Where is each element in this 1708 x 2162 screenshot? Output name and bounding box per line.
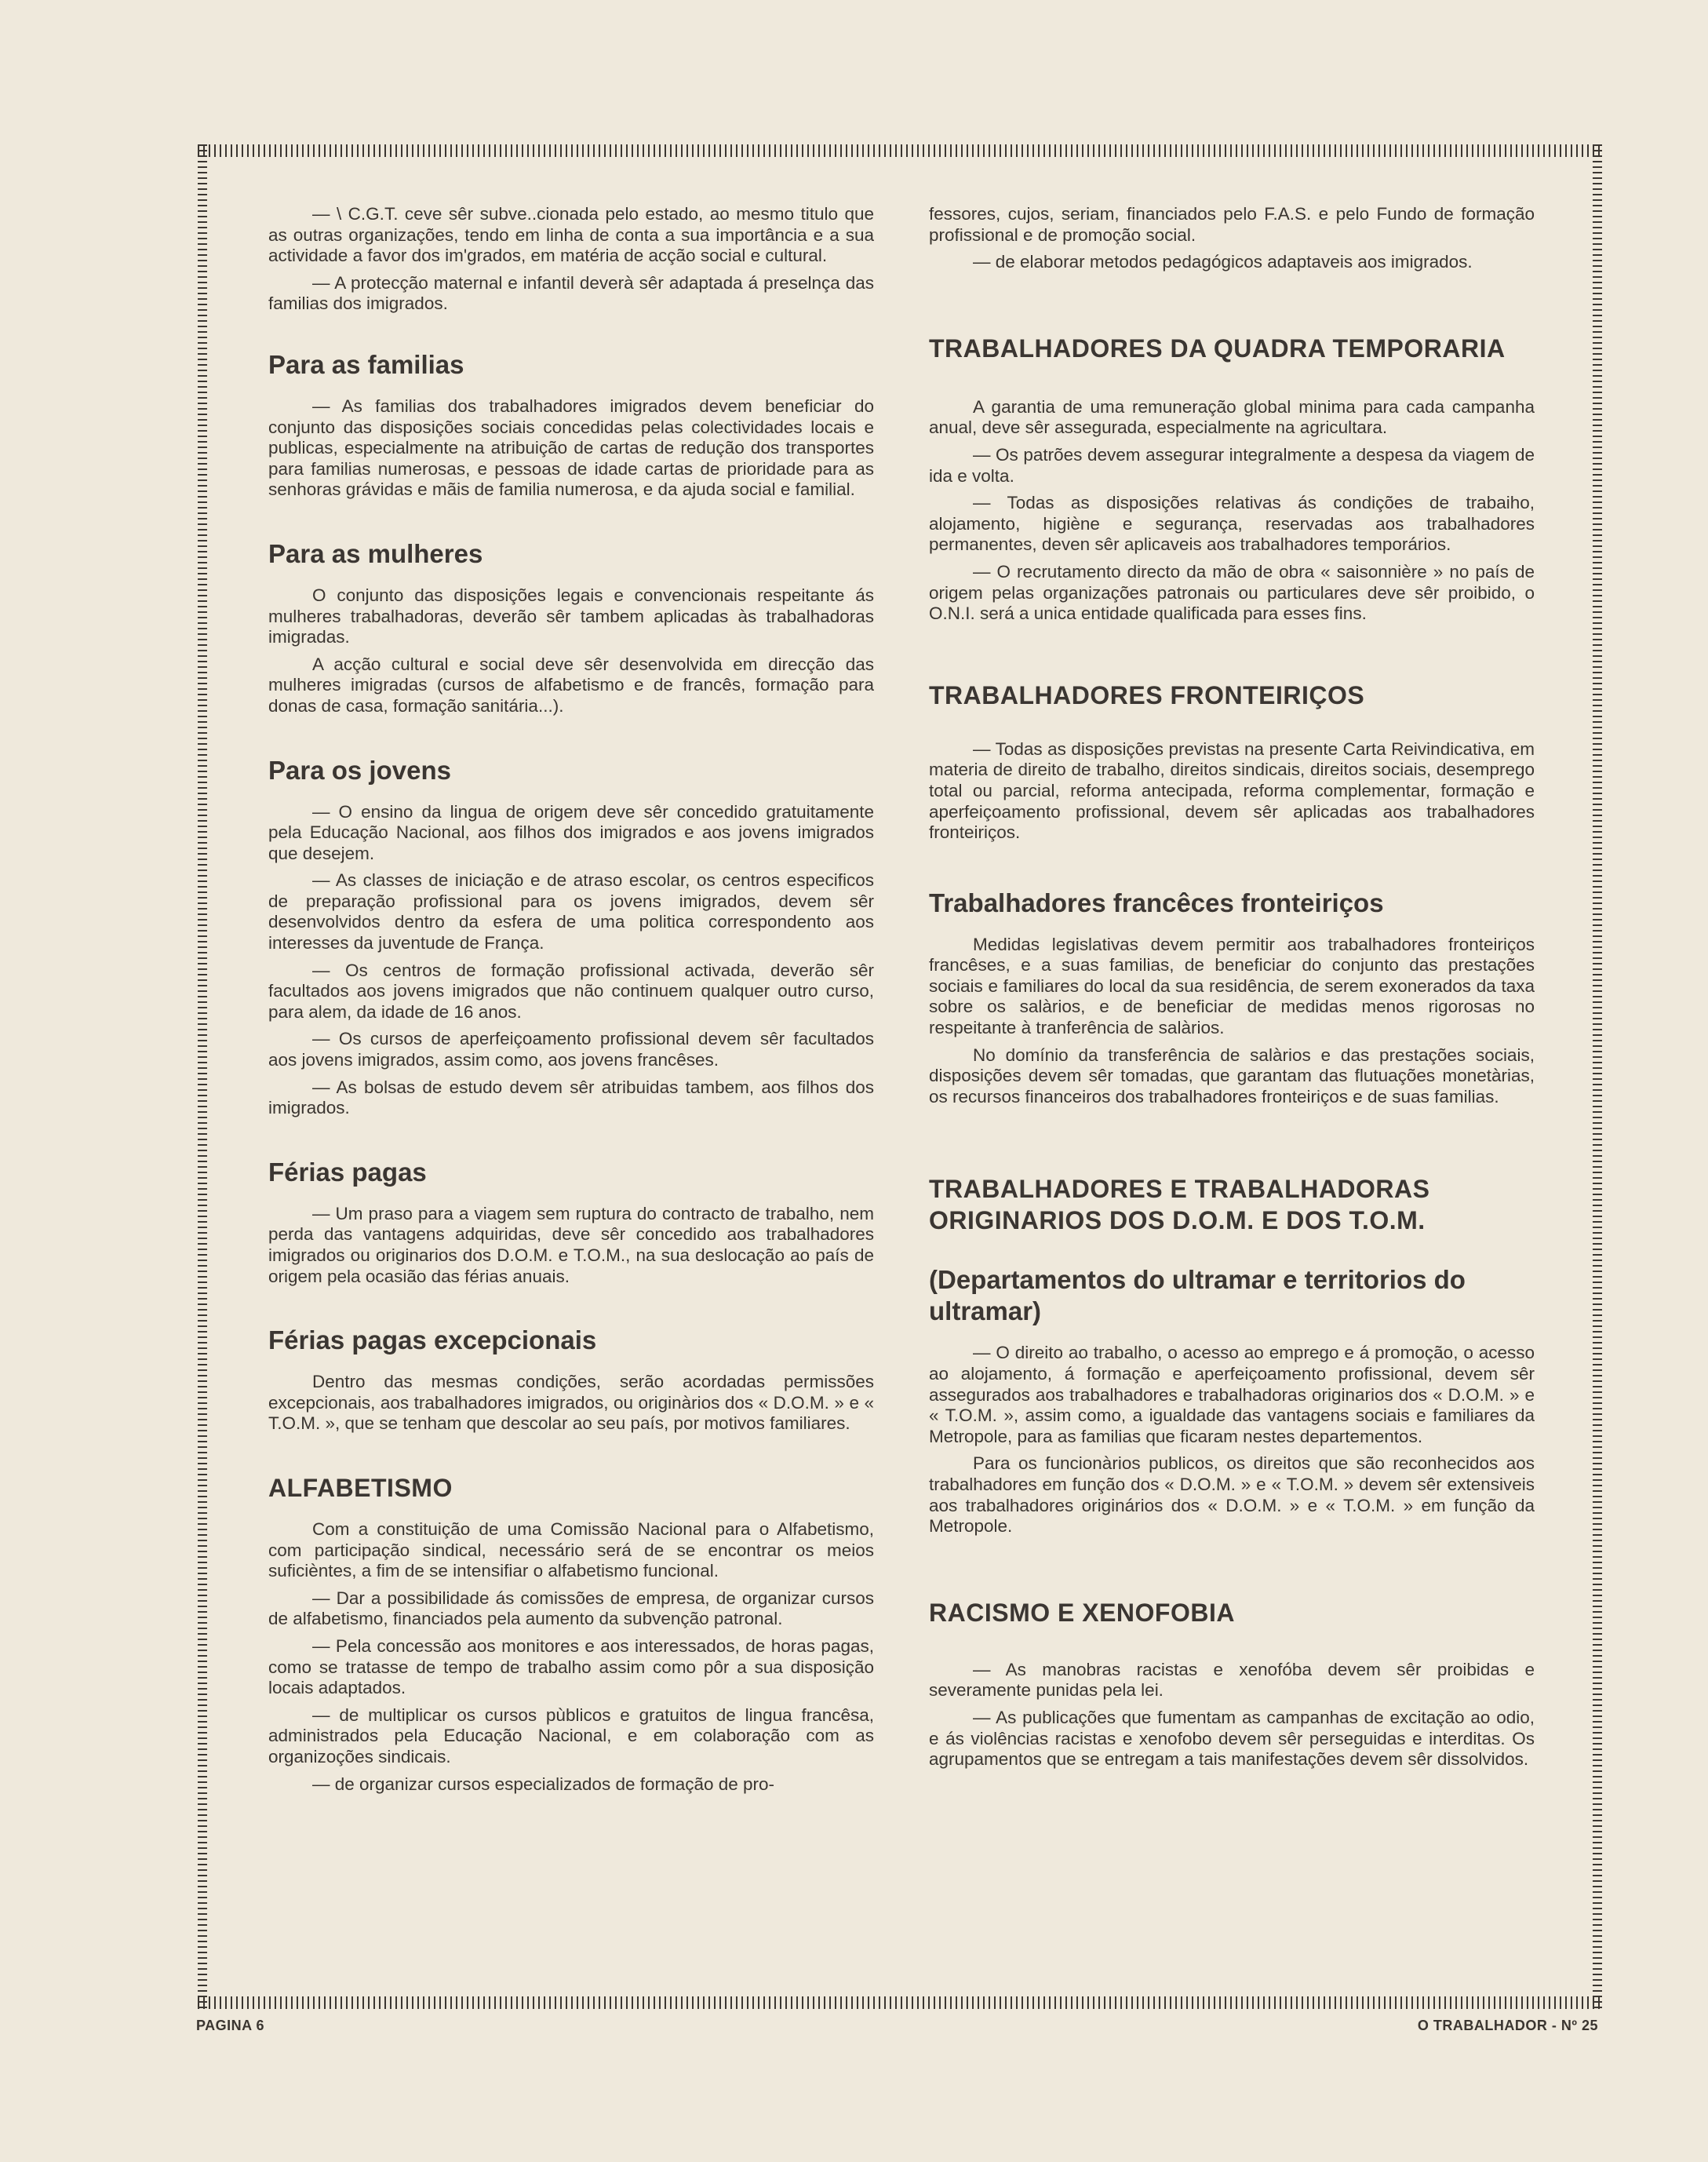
section-heading: Para os jovens — [268, 755, 451, 785]
paragraph: — \ C.G.T. ceve sêr subve..cionada pelo estado, ao mesmo titulo que as outras organizações, tendo em linha de conta a sua importância e a sua actividade a favor dos im'grados, em matéria de acção social e cultural. — [268, 204, 874, 266]
paragraph: — As classes de iniciação e de atraso escolar, os centros especificos de preparação profissional para os jovens imigrados, devem sêr desenvolvidos dentro da esfera de uma politica correspondento aos interesses da juventude de França. — [268, 870, 874, 953]
paragraph: — O ensino da lingua de origem deve sêr concedido gratuitamente pela Educação Nacional, aos filhos dos imigrados e aos jovens imigrados que desejem. — [268, 801, 874, 863]
paragraph: — Todas as disposições previstas na presente Carta Reivindicativa, em materia de direito de trabalho, direitos sindicais, direitos sociais, desemprego total ou parcial, reforma antecipada, reforma complementar, formação e aperfeiçoamento profissional, devem sêr aplicadas aos trabalhadores fronteiriços. — [929, 738, 1535, 843]
section-heading: TRABALHADORES DA QUADRA TEMPORARIA — [929, 334, 1506, 363]
paragraph: Com a constituição de uma Comissão Nacional para o Alfabetismo, com participação sindical, necessário será de se encontrar os meios suficièntes, a fim de se intensifiar o alfabetismo funcional. — [268, 1519, 874, 1581]
paragraph: O conjunto das disposições legais e convencionais respeitante ás mulheres trabalhadoras, deverão sêr tambem aplicadas às trabalhadoras imigradas. — [268, 585, 874, 647]
section-heading: TRABALHADORES FRONTEIRIÇOS — [929, 680, 1365, 709]
paragraph: Medidas legislativas devem permitir aos trabalhadores fronteiriços francêses, e a suas familias, de beneficiar do conjunto das prestações sociais e familiares do local da sua residência, de serem exonerados da taxa sobre os salàrios, e de beneficiar de medidas menos rigorosas no respeitante à tranferência de salàrios. — [929, 934, 1535, 1038]
paragraph: — Pela concessão aos monitores e aos interessados, de horas pagas, como se tratasse de tempo de trabalho assim como pôr a sua disposição locais adaptados. — [268, 1635, 874, 1698]
top-border-rule — [198, 144, 1602, 157]
section-heading: Para as familias — [268, 349, 464, 379]
page-border — [198, 144, 1602, 2009]
paragraph: fessores, cujos, seriam, financiados pelo F.A.S. e pelo Fundo de formação profissional e de promoção social. — [929, 204, 1535, 245]
section-heading: Para as mulheres — [268, 538, 483, 568]
paragraph: A garantia de uma remuneração global minima para cada campanha anual, deve sêr assegurada, especialmente na agricultara. — [929, 396, 1535, 438]
paragraph: — O recrutamento directo da mão de obra « saisonnière » no país de origem pelas organizações patronais ou particulares deve sêr proibido, o O.N.I. será a unica entidade qualificada para esses fins. — [929, 561, 1535, 624]
paragraph: No domínio da transferência de salàrios e das prestações sociais, disposições devem sêr tomadas, que garantam das flutuações monetàrias, os recursos financeiros dos trabalhadores fronteiriços e de suas familias. — [929, 1045, 1535, 1107]
page-number: PAGINA 6 — [196, 2018, 265, 2033]
paragraph: A acção cultural e social deve sêr desenvolvida em direcção das mulheres imigradas (cursos de alfabetismo e de francês, formação para donas de casa, formação sanitária...). — [268, 654, 874, 716]
paragraph: Para os funcionàrios publicos, os direitos que são reconhecidos aos trabalhadores em função dos « D.O.M. » e « T.O.M. » devem sêr extensiveis aos trabalhadores originários dos « D.O.M. » e « T.O.M. » em função da Metropole. — [929, 1453, 1535, 1537]
section-heading: ALFABETISMO — [268, 1473, 453, 1502]
paragraph: — de elaborar metodos pedagógicos adaptaveis aos imigrados. — [973, 252, 1473, 272]
left-column — [268, 204, 874, 1801]
section-heading: TRABALHADORES E TRABALHADORAS ORIGINARIOS DOS D.O.M. E DOS T.O.M. — [929, 1175, 1430, 1235]
paragraph: — Os cursos de aperfeiçoamento profissional devem sêr facultados aos jovens imigrados, assim como, aos jovens francêses. — [268, 1029, 874, 1070]
paragraph: — As bolsas de estudo devem sêr atribuidas tambem, aos filhos dos imigrados. — [268, 1077, 874, 1118]
bottom-border-rule — [198, 1996, 1602, 2009]
section-heading: RACISMO E XENOFOBIA — [929, 1598, 1235, 1627]
paragraph: — de organizar cursos especializados de formação de pro- — [312, 1774, 775, 1794]
paragraph: — Dar a possibilidade ás comissões de empresa, de organizar cursos de alfabetismo, financiados pela aumento da subvenção patronal. — [268, 1588, 874, 1629]
paragraph: — As familias dos trabalhadores imigrados devem beneficiar do conjunto das disposições sociais concedidas pelas colectividades locais e publicas, especialmente na atribuição de cartas de redução dos transportes para familias numerosas, e pessoas de idade cartas de prioridade para as senhoras grávidas e mãis de familia numerosa, e da ajuda social e familial. — [268, 396, 874, 500]
paragraph: — Os centros de formação profissional activada, deverão sêr facultados aos jovens imigrados que não continuem qualquer outro curso, para alem, da idade de 16 anos. — [268, 960, 874, 1022]
paragraph: — A protecção maternal e infantil deverà sêr adaptada á preselnça das familias dos imigrados. — [268, 272, 874, 314]
paragraph: — As manobras racistas e xenofóba devem sêr proibidas e severamente punidas pela lei. — [929, 1659, 1535, 1701]
section-heading: Férias pagas excepcionais — [268, 1325, 597, 1355]
right-border-rule — [1593, 144, 1602, 2009]
left-border-rule — [198, 144, 207, 2009]
paragraph: — As publicações que fumentam as campanhas de excitação ao odio, e ás violências racistas e xenofobo devem sêr perseguidas e interditas. Os agrupamentos que se entregam a tais manifestações devem sêr dissolvidos. — [929, 1707, 1535, 1770]
paragraph: — Todas as disposições relativas ás condições de trabaiho, alojamento, higiène e segurança, reservadas aos trabalhadores permanentes, deven sêr aplicaveis aos trabalhadores temporários. — [929, 493, 1535, 555]
paragraph: Dentro das mesmas condições, serão acordadas permissões excepcionais, aos trabalhadores imigrados, ou originàrios dos « D.O.M. » e « T.O.M. », que se tenham que descolar ao seu país, por motivos familiares. — [268, 1372, 874, 1434]
section-heading: (Departamentos do ultramar e territorios do ultramar) — [929, 1265, 1466, 1326]
paragraph: — Um praso para a viagem sem ruptura do contracto de trabalho, nem perda das vantagens adquiridas, deve sêr concedido aos trabalhadores imigrados ou originarios dos D.O.M. e T.O.M., na sua deslocação ao país de origem pela ocasião das férias anuais. — [268, 1203, 874, 1286]
right-column — [929, 204, 1535, 1777]
section-heading: Trabalhadores francêces fronteiriços — [929, 888, 1384, 917]
paragraph: — Os patrões devem assegurar integralmente a despesa da viagem de ida e volta. — [929, 444, 1535, 486]
publication-name: O TRABALHADOR - Nº 25 — [1417, 2018, 1598, 2033]
paragraph: — O direito ao trabalho, o acesso ao emprego e á promoção, o acesso ao alojamento, á formação e aperfeiçoamento profissional, devem sêr assegurados aos trabalhadores e trabalhadoras originarios dos « D.O.M. » e « T.O.M. », assim como, a igualdade das vantagens sociais e familiares da Metropole, para as familias que ficaram nestes departementos. — [929, 1343, 1535, 1446]
paragraph: — de multiplicar os cursos pùblicos e gratuitos de lingua francêsa, administrados pela Educação Nacional, e em colaboração com as organizoções sindicais. — [268, 1704, 874, 1766]
section-heading: Férias pagas — [268, 1157, 427, 1187]
